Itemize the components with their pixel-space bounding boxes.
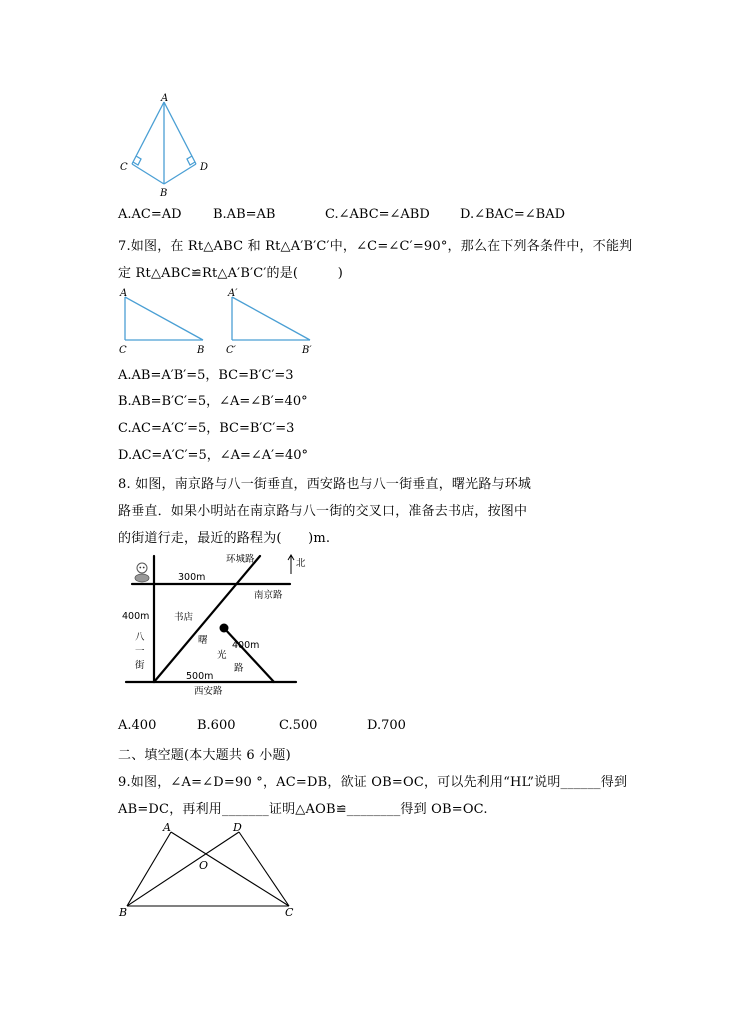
q7-option-c: C.AC=A′C′=5，BC=B′C′=3: [118, 421, 295, 436]
q7-stem-line2: 定 Rt△ABC≌Rt△A′B′C′的是( ): [118, 266, 344, 281]
q7-fig2-label-b: B′: [302, 345, 312, 356]
map-label-400m-diag: 400m: [232, 640, 260, 651]
q9-label-a: A: [163, 821, 171, 834]
map-label-shuguang-2: 光: [217, 650, 227, 661]
q6-label-d: D: [200, 162, 209, 173]
q6-option-c: C.∠ABC=∠ABD: [325, 207, 430, 222]
q7-fig1-label-c: C: [119, 345, 127, 356]
q7-fig2-label-c: C′: [226, 345, 236, 356]
q6-label-c: C: [120, 162, 128, 173]
q9-label-o: O: [199, 859, 209, 872]
q7-triangle-a1b1c1: [222, 285, 322, 357]
map-label-bayi-1: 八: [135, 632, 145, 643]
q7-stem-line1: 7.如图，在 Rt△ABC 和 Rt△A′B′C′中，∠C=∠C′=90°，那么在下列各条件中，不能判: [118, 239, 633, 254]
q8-stem-line1: 8. 如图，南京路与八一街垂直，西安路也与八一街垂直，曙光路与环城: [118, 477, 532, 492]
north-arrow-icon: [288, 555, 294, 574]
map-label-500m: 500m: [186, 671, 214, 682]
q9-label-c: C: [285, 906, 294, 919]
map-label-shuguang-1: 曙: [198, 635, 208, 646]
q9-label-b: B: [119, 906, 128, 919]
person-icon: [135, 563, 149, 582]
map-label-north: 北: [296, 558, 306, 569]
map-label-huancheng: 环城路: [226, 554, 255, 565]
map-label-nanjing: 南京路: [254, 590, 283, 601]
q7-triangle-abc: [115, 285, 215, 357]
q6-option-d: D.∠BAC=∠BAD: [460, 207, 566, 222]
map-label-shuguang-3: 路: [234, 663, 244, 674]
q6-option-a: A.AC=AD: [118, 207, 182, 222]
section-2-heading: 二、填空题(本大题共 6 小题): [118, 748, 291, 763]
q7-option-d: D.AC=A′C′=5，∠A=∠A′=40°: [118, 448, 309, 463]
map-label-400m-left: 400m: [122, 611, 150, 622]
map-label-xian: 西安路: [194, 686, 223, 697]
q7-option-b: B.AB=B′C′=5，∠A=∠B′=40°: [118, 394, 308, 409]
q9-figure: [115, 820, 305, 920]
q7-option-a: A.AB=A′B′=5，BC=B′C′=3: [118, 368, 294, 383]
q8-option-d: D.700: [367, 718, 406, 733]
q6-label-b: B: [160, 188, 168, 199]
q8-stem-line2: 路垂直．如果小明站在南京路与八一街的交叉口，准备去书店，按图中: [118, 504, 528, 519]
bookstore-marker: [220, 624, 229, 633]
map-label-300m: 300m: [178, 572, 206, 583]
q6-kite-figure: [112, 92, 222, 202]
q8-option-b: B.600: [197, 718, 236, 733]
q9-stem-line2: AB=DC，再利用_______证明△AOB≌________得到 OB=OC.: [118, 802, 488, 817]
q9-label-d: D: [233, 821, 242, 834]
map-label-shudian: 书店: [174, 612, 194, 623]
map-label-bayi-2: 一: [135, 646, 145, 657]
q7-fig1-label-a: A: [120, 288, 128, 299]
q8-stem-line3: 的街道行走，最近的路程为( )m.: [118, 531, 331, 546]
q8-option-c: C.500: [279, 718, 318, 733]
q8-option-a: A.400: [118, 718, 157, 733]
q8-street-map: [118, 548, 318, 700]
q7-fig1-label-b: B: [197, 345, 205, 356]
q6-option-b: B.AB=AB: [213, 207, 276, 222]
map-label-bayi-3: 街: [135, 660, 145, 671]
q6-label-a: A: [161, 93, 169, 104]
q9-stem-line1: 9.如图，∠A=∠D=90 °，AC=DB，欲证 OB=OC，可以先利用“HL”说明______得到: [118, 775, 628, 790]
q7-fig2-label-a: A′: [228, 288, 238, 299]
